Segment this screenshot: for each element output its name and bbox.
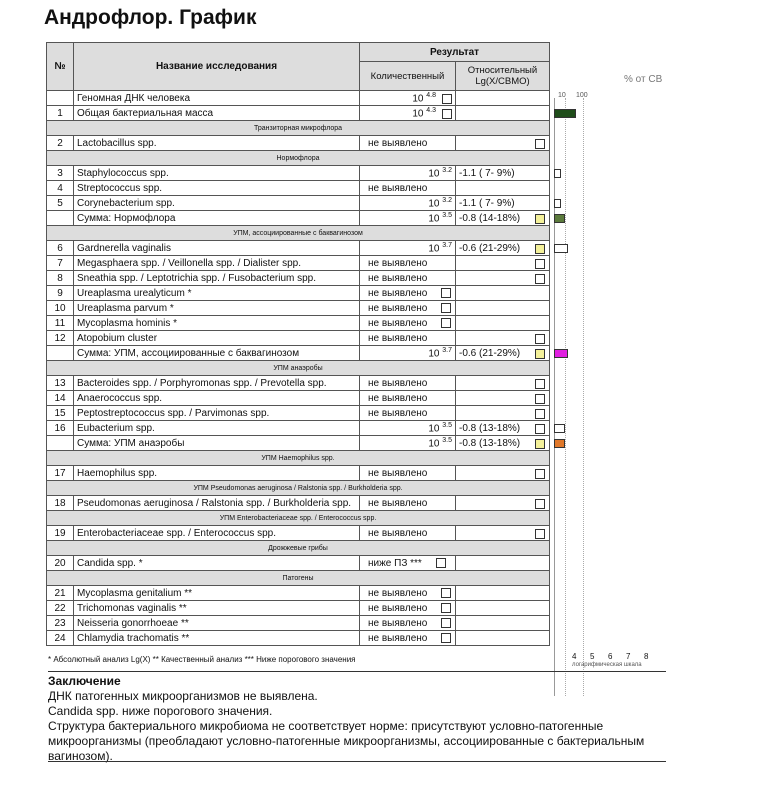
- test-name: Сумма: Нормофлора: [74, 211, 360, 226]
- table-row: [47, 556, 550, 571]
- chart-bar: [554, 109, 576, 118]
- axis-caption: логарифмическая шкала: [572, 662, 642, 668]
- rel-text: -0.8 (13-18%): [459, 437, 521, 449]
- table-row: [47, 181, 550, 196]
- conclusion: [48, 674, 668, 764]
- test-name: Ureaplasma urealyticum *: [74, 286, 360, 301]
- row-number: [47, 91, 74, 106]
- row-number: 10: [47, 301, 74, 316]
- col-rel-header: Относительный Lg(X/СВМО): [456, 62, 550, 91]
- table-row: [47, 286, 550, 301]
- checkbox-icon: [535, 469, 545, 479]
- tick-100: 100: [576, 92, 588, 99]
- table-row: [47, 376, 550, 391]
- quant-exponent: 3.2: [442, 166, 452, 174]
- quant-value: [360, 91, 456, 106]
- test-name: Eubacterium spp.: [74, 421, 360, 436]
- quant-text: не выявлено: [368, 602, 428, 614]
- conclusion-line: ДНК патогенных микроорганизмов не выявлена.: [48, 689, 318, 703]
- test-name: Anaerococcus spp.: [74, 391, 360, 406]
- table-row: [47, 406, 550, 421]
- row-number: 1: [47, 106, 74, 121]
- checkbox-icon: [535, 379, 545, 389]
- quant-value: [360, 376, 456, 391]
- test-name: Streptococcus spp.: [74, 181, 360, 196]
- table-row: [47, 301, 550, 316]
- quant-value: [360, 271, 456, 286]
- chart-bar: [554, 244, 568, 253]
- quant-text: не выявлено: [368, 617, 428, 629]
- quant-text: не выявлено: [368, 287, 428, 299]
- rel-value: [456, 496, 550, 511]
- chart-bar: [554, 349, 568, 358]
- section-row: [47, 541, 550, 556]
- row-number: 16: [47, 421, 74, 436]
- quant-value: [360, 466, 456, 481]
- quant-value: [360, 496, 456, 511]
- section-row: [47, 451, 550, 466]
- quant-value: [360, 211, 456, 226]
- quant-text: 10: [428, 198, 440, 210]
- section-label: УПМ Haemophilus spp.: [47, 451, 550, 466]
- section-label: УПМ, ассоциированные с баквагинозом: [47, 226, 550, 241]
- quant-value: [360, 556, 456, 571]
- table-row: [47, 421, 550, 436]
- col-quant-header: Количественный: [360, 62, 456, 91]
- test-name: Сумма: УПМ, ассоциированные с баквагинозом: [74, 346, 360, 361]
- rel-value: [456, 196, 550, 211]
- rel-value: [456, 586, 550, 601]
- rel-value: [456, 346, 550, 361]
- row-number: 12: [47, 331, 74, 346]
- quant-value: [360, 346, 456, 361]
- checkbox-icon: [442, 109, 452, 119]
- axis-line: [554, 98, 555, 696]
- table-row: [47, 496, 550, 511]
- checkbox-icon: [441, 588, 451, 598]
- checkbox-icon: [441, 303, 451, 313]
- rel-value: [456, 436, 550, 451]
- rel-value: [456, 241, 550, 256]
- rel-text: -0.6 (21-29%): [459, 242, 521, 254]
- page-title: Андрофлор. График: [44, 6, 257, 29]
- table-row: [47, 346, 550, 361]
- quant-text: 10: [412, 108, 424, 120]
- checkbox-icon: [535, 439, 545, 449]
- table-row: [47, 271, 550, 286]
- chart-bar: [554, 169, 561, 178]
- table-row: [47, 631, 550, 646]
- section-label: Нормофлора: [47, 151, 550, 166]
- quant-text: 10: [428, 423, 440, 435]
- checkbox-icon: [535, 334, 545, 344]
- test-name: Peptostreptococcus spp. / Parvimonas spp.: [74, 406, 360, 421]
- quant-value: [360, 616, 456, 631]
- checkbox-icon: [535, 409, 545, 419]
- test-name: Staphylococcus spp.: [74, 166, 360, 181]
- rel-text: -0.6 (21-29%): [459, 347, 521, 359]
- row-number: 8: [47, 271, 74, 286]
- rel-value: [456, 616, 550, 631]
- test-name: Haemophilus spp.: [74, 466, 360, 481]
- row-number: 9: [47, 286, 74, 301]
- table-row: [47, 616, 550, 631]
- row-number: [47, 211, 74, 226]
- quant-value: [360, 331, 456, 346]
- test-name: Gardnerella vaginalis: [74, 241, 360, 256]
- rel-value: [456, 376, 550, 391]
- checkbox-icon: [441, 603, 451, 613]
- row-number: 17: [47, 466, 74, 481]
- rel-value: [456, 526, 550, 541]
- test-name: Corynebacterium spp.: [74, 196, 360, 211]
- quant-text: не выявлено: [368, 137, 428, 149]
- test-name: Геномная ДНК человека: [74, 91, 360, 106]
- col-num-header: №: [47, 43, 74, 91]
- row-number: 24: [47, 631, 74, 646]
- row-number: 11: [47, 316, 74, 331]
- row-number: 13: [47, 376, 74, 391]
- quant-exponent: 4.3: [426, 106, 436, 114]
- checkbox-icon: [441, 318, 451, 328]
- bar-chart: [552, 42, 666, 668]
- quant-text: не выявлено: [368, 467, 428, 479]
- quant-text: не выявлено: [368, 332, 428, 344]
- axis-tick-label: 6: [608, 652, 613, 661]
- checkbox-icon: [535, 259, 545, 269]
- checkbox-icon: [441, 633, 451, 643]
- quant-text: не выявлено: [368, 377, 428, 389]
- rel-value: [456, 466, 550, 481]
- quant-value: [360, 196, 456, 211]
- rel-value: [456, 181, 550, 196]
- checkbox-icon: [535, 139, 545, 149]
- results-table: [46, 42, 550, 646]
- table-row: [47, 466, 550, 481]
- row-number: 6: [47, 241, 74, 256]
- quant-exponent: 3.2: [442, 196, 452, 204]
- rel-value: [456, 166, 550, 181]
- rel-value: [456, 406, 550, 421]
- rel-value: [456, 271, 550, 286]
- chart-bar: [554, 199, 561, 208]
- quant-value: [360, 601, 456, 616]
- quant-text: 10: [428, 438, 440, 450]
- row-number: 21: [47, 586, 74, 601]
- rel-value: [456, 301, 550, 316]
- rel-value: [456, 391, 550, 406]
- row-number: 22: [47, 601, 74, 616]
- col-name-header: Название исследования: [74, 43, 360, 91]
- quant-value: [360, 436, 456, 451]
- rel-text: -1.1 ( 7- 9%): [459, 197, 515, 209]
- test-name: Pseudomonas aeruginosa / Ralstonia spp. / Burkholderia spp.: [74, 496, 360, 511]
- rel-value: [456, 331, 550, 346]
- test-name: Chlamydia trachomatis **: [74, 631, 360, 646]
- quant-value: [360, 391, 456, 406]
- row-number: 14: [47, 391, 74, 406]
- quant-value: [360, 136, 456, 151]
- table-row: [47, 241, 550, 256]
- test-name: Mycoplasma hominis *: [74, 316, 360, 331]
- quant-text: не выявлено: [368, 587, 428, 599]
- rel-value: [456, 211, 550, 226]
- section-label: Патогены: [47, 571, 550, 586]
- quant-value: [360, 181, 456, 196]
- test-name: Trichomonas vaginalis **: [74, 601, 360, 616]
- test-name: Lactobacillus spp.: [74, 136, 360, 151]
- quant-text: не выявлено: [368, 317, 428, 329]
- table-row: [47, 436, 550, 451]
- row-number: 5: [47, 196, 74, 211]
- table-row: [47, 331, 550, 346]
- gridline: [565, 98, 566, 696]
- quant-value: [360, 106, 456, 121]
- row-number: 7: [47, 256, 74, 271]
- table-row: [47, 526, 550, 541]
- conclusion-line: Структура бактериального микробиома не соответствует норме: присутствуют условно-патогенные микроорганизмы (преобладают условно-патогенные микроорганизмы, ассоциированные с бактериальным вагинозом).: [48, 719, 645, 763]
- checkbox-icon: [535, 499, 545, 509]
- quant-exponent: 3.7: [442, 346, 452, 354]
- quant-value: [360, 406, 456, 421]
- section-row: [47, 226, 550, 241]
- quant-text: 10: [428, 168, 440, 180]
- rel-text: -1.1 ( 7- 9%): [459, 167, 515, 179]
- quant-value: [360, 586, 456, 601]
- tick-10: 10: [558, 92, 566, 99]
- row-number: [47, 436, 74, 451]
- checkbox-icon: [535, 394, 545, 404]
- table-row: [47, 166, 550, 181]
- checkbox-icon: [535, 214, 545, 224]
- quant-text: не выявлено: [368, 302, 428, 314]
- quant-text: не выявлено: [368, 527, 428, 539]
- section-label: Дрожжевые грибы: [47, 541, 550, 556]
- quant-value: [360, 166, 456, 181]
- table-row: [47, 91, 550, 106]
- quant-text: не выявлено: [368, 257, 428, 269]
- col-result-header: Результат: [360, 43, 550, 62]
- conclusion-line: Candida spp. ниже порогового значения.: [48, 704, 273, 718]
- rel-text: -0.8 (13-18%): [459, 422, 521, 434]
- row-number: 3: [47, 166, 74, 181]
- checkbox-icon: [441, 288, 451, 298]
- table-row: [47, 601, 550, 616]
- section-row: [47, 361, 550, 376]
- table-row: [47, 316, 550, 331]
- quant-text: 10: [428, 213, 440, 225]
- quant-exponent: 4.8: [426, 91, 436, 99]
- quant-value: [360, 241, 456, 256]
- row-number: 19: [47, 526, 74, 541]
- checkbox-icon: [535, 274, 545, 284]
- quant-text: не выявлено: [368, 182, 428, 194]
- test-name: Enterobacteriaceae spp. / Enterococcus spp.: [74, 526, 360, 541]
- axis-tick-label: 8: [644, 652, 649, 661]
- checkbox-icon: [535, 529, 545, 539]
- row-number: 23: [47, 616, 74, 631]
- table-row: [47, 256, 550, 271]
- quant-text: не выявлено: [368, 497, 428, 509]
- table-row: [47, 196, 550, 211]
- rel-text: -0.8 (14-18%): [459, 212, 521, 224]
- pct-label: % от СВ: [624, 74, 663, 85]
- checkbox-icon: [436, 558, 446, 568]
- quant-text: не выявлено: [368, 272, 428, 284]
- test-name: Sneathia spp. / Leptotrichia spp. / Fusobacterium spp.: [74, 271, 360, 286]
- rel-value: [456, 316, 550, 331]
- quant-value: [360, 256, 456, 271]
- test-name: Bacteroides spp. / Porphyromonas spp. / Prevotella spp.: [74, 376, 360, 391]
- quant-value: [360, 286, 456, 301]
- section-row: [47, 151, 550, 166]
- quant-value: [360, 631, 456, 646]
- test-name: Megasphaera spp. / Veillonella spp. / Dialister spp.: [74, 256, 360, 271]
- row-number: 15: [47, 406, 74, 421]
- row-number: 2: [47, 136, 74, 151]
- quant-text: ниже ПЗ ***: [368, 557, 422, 569]
- quant-exponent: 3.5: [442, 211, 452, 219]
- checkbox-icon: [535, 424, 545, 434]
- table-row: [47, 586, 550, 601]
- quant-text: не выявлено: [368, 407, 428, 419]
- divider: [48, 671, 666, 672]
- rel-value: [456, 421, 550, 436]
- checkbox-icon: [535, 244, 545, 254]
- checkbox-icon: [442, 94, 452, 104]
- rel-value: [456, 106, 550, 121]
- table-row: [47, 211, 550, 226]
- quant-text: 10: [412, 93, 424, 105]
- table-row: [47, 136, 550, 151]
- divider: [48, 761, 666, 762]
- checkbox-icon: [535, 349, 545, 359]
- quant-text: 10: [428, 348, 440, 360]
- row-number: 18: [47, 496, 74, 511]
- quant-value: [360, 421, 456, 436]
- table-row: [47, 391, 550, 406]
- section-row: [47, 511, 550, 526]
- section-label: УПМ Pseudomonas aeruginosa / Ralstonia spp. / Burkholderia spp.: [47, 481, 550, 496]
- test-name: Candida spp. *: [74, 556, 360, 571]
- section-label: УПМ Enterobacteriaceae spp. / Enterococcus spp.: [47, 511, 550, 526]
- chart-bar: [554, 439, 565, 448]
- section-row: [47, 481, 550, 496]
- rel-value: [456, 601, 550, 616]
- section-label: Транзиторная микрофлора: [47, 121, 550, 136]
- section-row: [47, 571, 550, 586]
- quant-exponent: 3.5: [442, 436, 452, 444]
- quant-text: не выявлено: [368, 632, 428, 644]
- row-number: 4: [47, 181, 74, 196]
- axis-tick-label: 4: [572, 652, 577, 661]
- rel-value: [456, 91, 550, 106]
- row-number: [47, 346, 74, 361]
- rel-value: [456, 136, 550, 151]
- section-row: [47, 121, 550, 136]
- section-label: УПМ анаэробы: [47, 361, 550, 376]
- footnote: * Абсолютный анализ Lg(X) ** Качественный анализ *** Ниже порогового значения: [48, 655, 356, 664]
- quant-text: не выявлено: [368, 392, 428, 404]
- quant-exponent: 3.5: [442, 421, 452, 429]
- quant-value: [360, 301, 456, 316]
- rel-value: [456, 556, 550, 571]
- rel-value: [456, 286, 550, 301]
- quant-text: 10: [428, 243, 440, 255]
- test-name: Atopobium cluster: [74, 331, 360, 346]
- test-name: Общая бактериальная масса: [74, 106, 360, 121]
- axis-tick-label: 7: [626, 652, 631, 661]
- conclusion-heading: Заключение: [48, 674, 121, 688]
- chart-bar: [554, 214, 565, 223]
- test-name: Сумма: УПМ анаэробы: [74, 436, 360, 451]
- chart-bar: [554, 424, 565, 433]
- quant-exponent: 3.7: [442, 241, 452, 249]
- rel-value: [456, 631, 550, 646]
- quant-value: [360, 316, 456, 331]
- test-name: Mycoplasma genitalium **: [74, 586, 360, 601]
- table-row: [47, 106, 550, 121]
- gridline: [583, 98, 584, 696]
- axis-tick-label: 5: [590, 652, 595, 661]
- test-name: Neisseria gonorrhoeae **: [74, 616, 360, 631]
- row-number: 20: [47, 556, 74, 571]
- quant-value: [360, 526, 456, 541]
- checkbox-icon: [441, 618, 451, 628]
- rel-value: [456, 256, 550, 271]
- test-name: Ureaplasma parvum *: [74, 301, 360, 316]
